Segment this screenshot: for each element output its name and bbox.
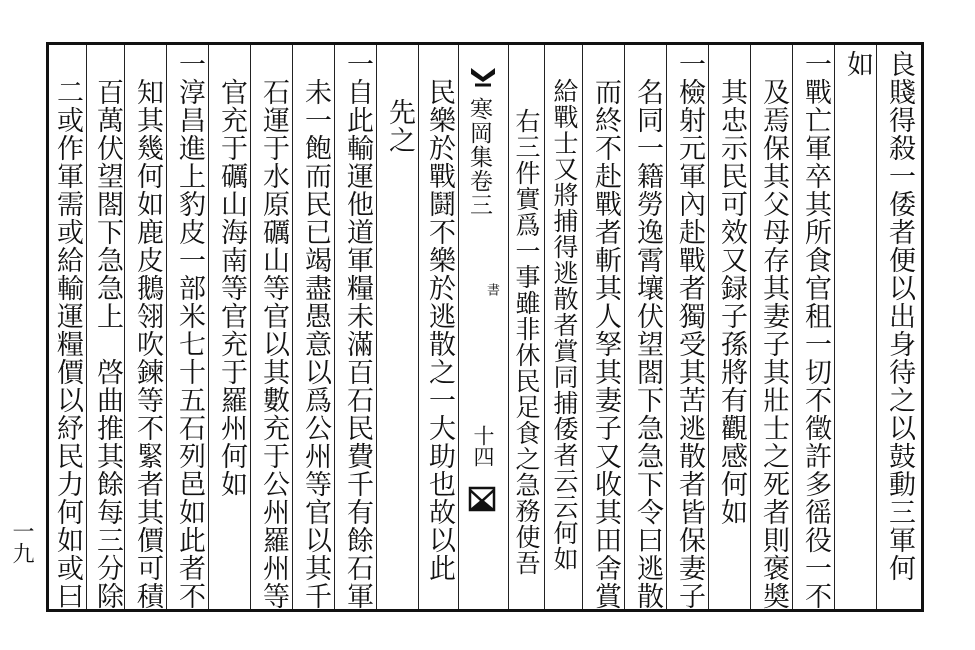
column-rule — [250, 45, 251, 609]
column-rule — [376, 45, 377, 609]
column-rule — [792, 45, 793, 609]
column-rule — [708, 45, 709, 609]
folio-number: 一九 — [9, 520, 34, 564]
text-column: 而終不赴戰者斬其人孥其妻子又收其田舍賞 — [590, 78, 621, 610]
text-column: 良賤得殺一倭者便以出身待之以鼓動三軍何 — [884, 50, 915, 582]
column-rule — [86, 45, 87, 609]
fish-tail-mark-icon — [470, 65, 496, 91]
text-column: 一自此輸運他道軍糧未滿百石民費千有餘石軍 — [342, 50, 373, 610]
section-label: 書 — [484, 283, 499, 296]
center-gutter — [458, 45, 508, 609]
column-rule — [544, 45, 545, 609]
text-column: 如 — [842, 50, 873, 78]
text-column: 先之 — [384, 98, 415, 154]
column-rule — [624, 45, 625, 609]
text-column: 民樂於戰鬪不樂於逃散之一大助也故以此 — [424, 78, 455, 582]
column-rule — [750, 45, 751, 609]
text-column: 右三件實爲一事雖非休民足食之急務使吾 — [512, 108, 541, 576]
column-rule — [292, 45, 293, 609]
column-rule — [834, 45, 835, 609]
column-rule — [418, 45, 419, 609]
text-column: 及焉保其父母存其妻子其壯士之死者則褒奬 — [758, 78, 789, 610]
text-column: 一檢射元軍內赴戰者獨受其苦逃散者皆保妻子 — [674, 50, 705, 610]
text-column: 石運于水原礪山等官以其數充于公州羅州等 — [258, 78, 289, 610]
fish-tail-mark-icon — [468, 485, 496, 513]
text-column: 知其幾何如鹿皮鵝翎吹鍊等不緊者其價可積 — [132, 78, 163, 610]
column-rule — [582, 45, 583, 609]
text-column: 一戰亡軍卒其所食官租一切不徵許多徭役一不 — [800, 50, 831, 610]
page-number: 十四 — [471, 425, 495, 467]
book-title: 寒岡集卷三 — [466, 97, 492, 217]
text-column: 官充于礪山海南等官充于羅州何如 — [216, 78, 247, 498]
text-column: 二或作軍需或給輸運糧價以紓民力何如或曰 — [52, 78, 83, 610]
text-column: 未一飽而民已竭盡愚意以爲公州等官以其千 — [300, 78, 331, 610]
text-column: 給戰士又將捕得逃散者賞同捕倭者云云何如 — [550, 78, 579, 572]
column-rule — [208, 45, 209, 609]
text-column: 一淳昌進上豹皮一部米七十五石列邑如此者不 — [174, 50, 205, 610]
column-rule — [334, 45, 335, 609]
text-column: 名同一籍勞逸霄壤伏望閤下急急下令曰逃散 — [632, 78, 663, 610]
column-rule — [666, 45, 667, 609]
text-column: 其忠示民可效又録子孫將有觀感何如 — [716, 78, 747, 526]
column-rule — [166, 45, 167, 609]
column-rule — [876, 45, 877, 609]
text-column: 百萬伏望閤下急急上 啓曲推其餘每三分除 — [92, 78, 123, 610]
column-rule — [508, 45, 509, 609]
column-rule — [124, 45, 125, 609]
